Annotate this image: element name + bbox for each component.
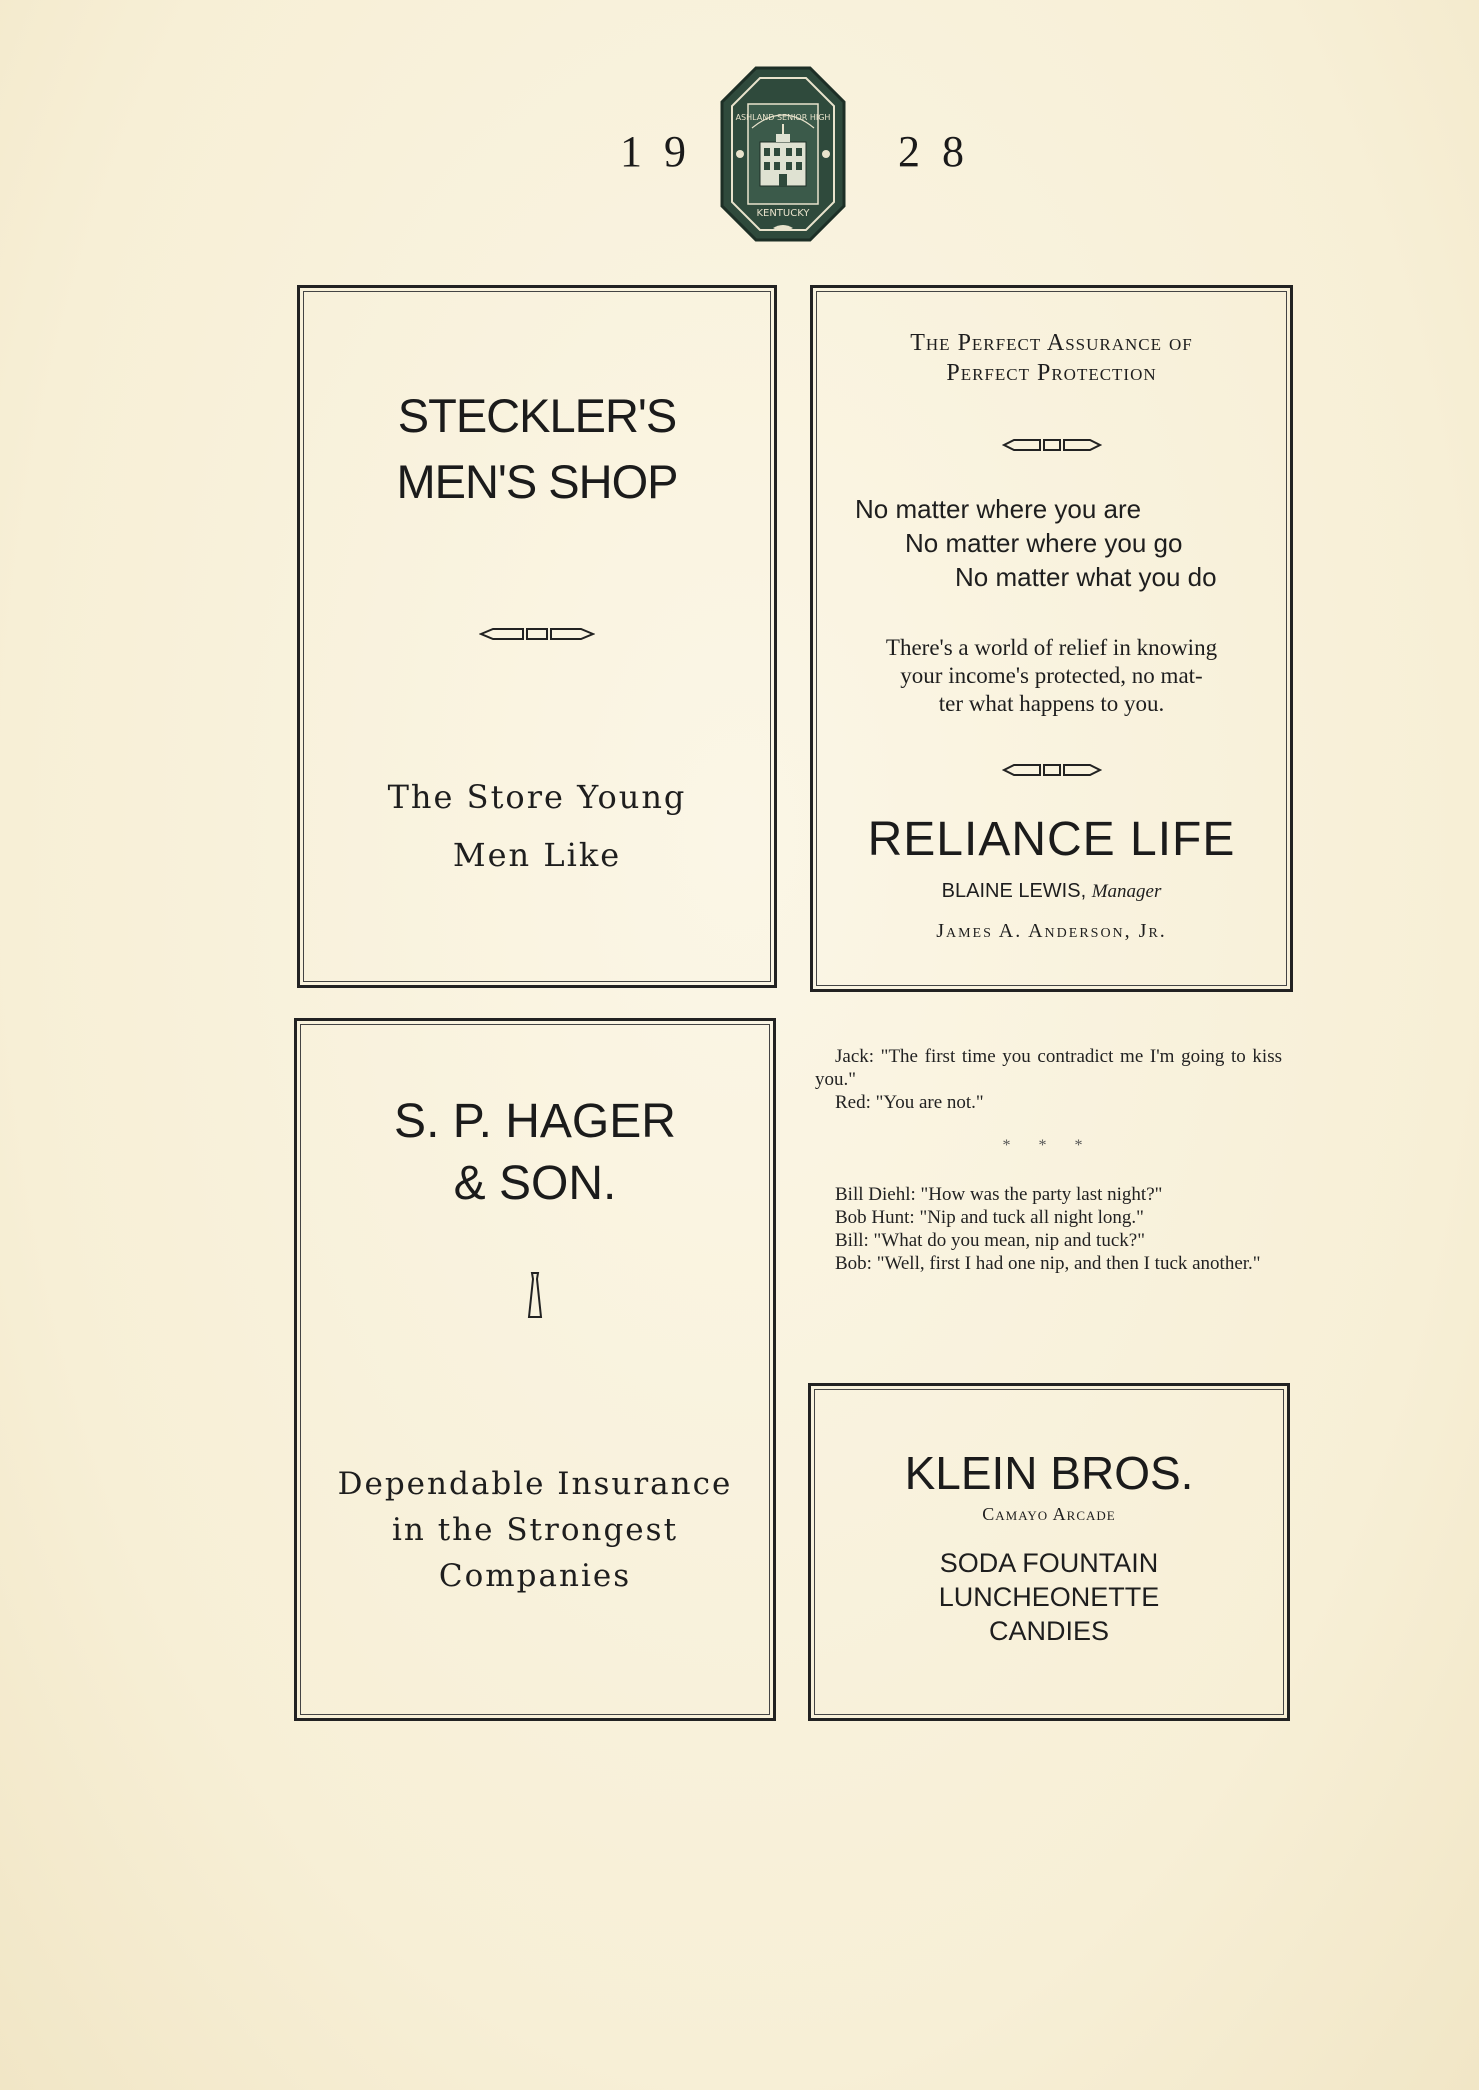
stecklers-name	[300, 383, 774, 515]
jokes-section	[815, 1045, 1282, 1275]
reliance-agent: James A. Anderson, Jr.	[936, 920, 1167, 942]
ad-klein-bros	[808, 1383, 1290, 1721]
reliance-body-line3: ter what happens to you.	[938, 691, 1165, 716]
stecklers-tagline	[300, 768, 774, 884]
seal-bottom-text: KENTUCKY	[756, 208, 810, 219]
reliance-manager-title: Manager	[1091, 881, 1162, 902]
year-left: 19	[620, 127, 708, 176]
joke2-line1: Bill Diehl: "How was the party last night?"	[835, 1184, 1163, 1205]
reliance-manager	[813, 878, 1290, 905]
reliance-company: RELIANCE LIFE	[867, 813, 1236, 866]
reliance-verse-line1: No matter where you are	[855, 494, 1142, 524]
ad-hager	[294, 1018, 776, 1721]
reliance-headline-line1: The Perfect Assurance of	[910, 330, 1193, 356]
klein-items	[811, 1546, 1287, 1648]
hager-name	[297, 1091, 773, 1215]
joke2-line3: Bill: "What do you mean, nip and tuck?"	[835, 1230, 1145, 1251]
reliance-body-line2: your income's protected, no mat-	[900, 663, 1203, 688]
tie-ornament-icon	[525, 1271, 545, 1321]
reliance-headline	[813, 328, 1290, 388]
year-right: 28	[898, 127, 986, 176]
stecklers-tagline-line2: Men Like	[452, 836, 622, 874]
ad-stecklers	[297, 285, 777, 988]
stecklers-name-line1: STECKLER'S	[397, 389, 677, 442]
stecklers-tagline-line1: The Store Young	[387, 778, 687, 816]
hager-name-line2: & SON.	[453, 1157, 617, 1210]
ornament-bar-icon	[1002, 763, 1102, 777]
ornament-bar-icon	[479, 626, 595, 642]
joke1-line2: Red: "You are not."	[835, 1092, 984, 1113]
ad-reliance-life	[810, 285, 1293, 992]
klein-item-candies: CANDIES	[988, 1616, 1110, 1646]
ornament-bar-icon	[1002, 438, 1102, 452]
joke2-line2: Bob Hunt: "Nip and tuck all night long."	[835, 1207, 1144, 1228]
hager-tagline-line2: in the Strongest	[391, 1512, 679, 1548]
stecklers-name-line2: MEN'S SHOP	[396, 455, 678, 508]
reliance-verse	[855, 492, 1270, 594]
joke2-line4: Bob: "Well, first I had one nip, and then I tuck another."	[835, 1253, 1261, 1274]
joke1-line1: Jack: "The first time you contradict me I'm going to kiss you."	[815, 1046, 1282, 1090]
reliance-headline-line2: Perfect Protection	[946, 360, 1157, 386]
hager-tagline	[297, 1461, 773, 1599]
seal-top-text: ASHLAND SENIOR HIGH	[735, 113, 831, 122]
reliance-verse-line2: No matter where you go	[905, 528, 1183, 558]
reliance-body	[813, 634, 1290, 718]
school-seal	[718, 64, 848, 244]
reliance-manager-name: BLAINE LEWIS,	[941, 880, 1087, 902]
klein-location: Camayo Arcade	[982, 1504, 1116, 1524]
hager-tagline-line1: Dependable Insurance	[337, 1466, 733, 1502]
school-building-seal-icon	[718, 64, 848, 244]
joke-separator: * * *	[1002, 1137, 1095, 1154]
klein-name: KLEIN BROS.	[904, 1447, 1194, 1499]
hager-name-line1: S. P. HAGER	[394, 1095, 676, 1148]
reliance-body-line1: There's a world of relief in knowing	[885, 635, 1218, 660]
reliance-verse-line3: No matter what you do	[955, 562, 1217, 592]
klein-item-luncheonette: LUNCHEONETTE	[938, 1582, 1160, 1612]
klein-item-soda-fountain: SODA FOUNTAIN	[939, 1548, 1159, 1578]
hager-tagline-line3: Companies	[438, 1558, 632, 1594]
